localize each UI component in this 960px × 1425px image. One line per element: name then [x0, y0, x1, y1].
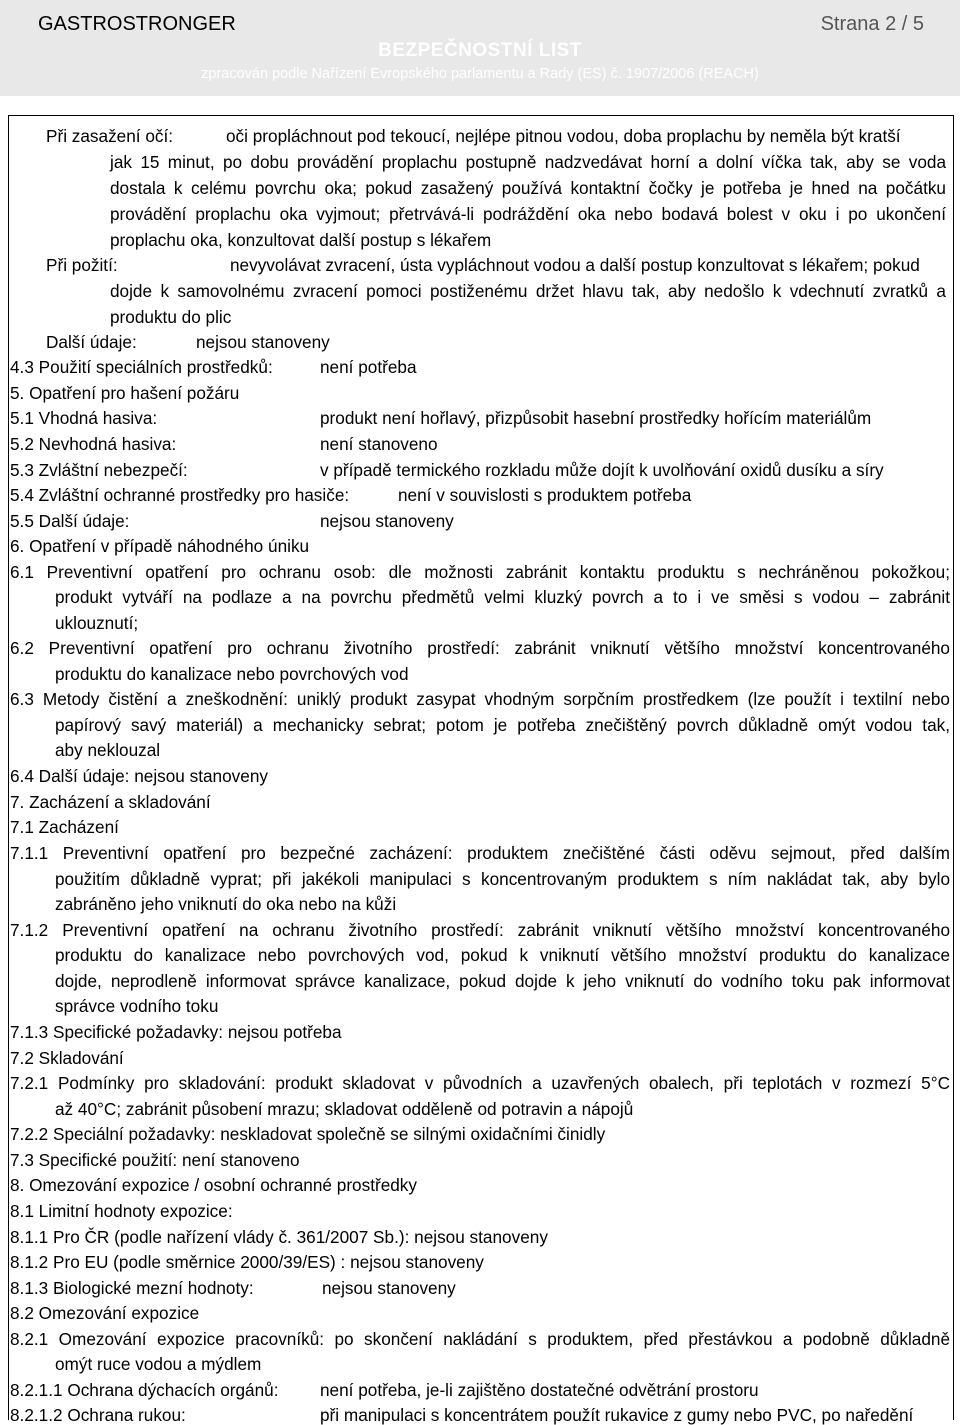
section-8-1: 8.1 Limitní hodnoty expozice:	[10, 1201, 233, 1221]
section-value: při manipulaci s koncentrátem použít rukavice z gumy nebo PVC, po naředění	[320, 1405, 914, 1425]
section-label: 5.5 Další údaje:	[10, 511, 130, 531]
section-8-2: 8.2 Omezování expozice	[10, 1303, 200, 1323]
text-line: omýt ruce vodou a mýdlem	[55, 1354, 262, 1374]
section-8-2-1: 8.2.1 Omezování expozice pracovníků: po skončení nakládání s produktem, před přestávkou a podobně důkladně	[10, 1329, 950, 1349]
section-7-1-1: 7.1.1 Preventivní opatření pro bezpečné zacházení: produktem znečištěné části oděvu sejmout, před dalším	[10, 843, 950, 863]
section-value: nejsou stanoveny	[322, 1278, 456, 1298]
ingestion-label: Při požití:	[46, 255, 118, 275]
document-subtitle: zpracován podle Nařízení Evropského parlamentu a Rady (ES) č. 1907/2006 (REACH)	[201, 66, 759, 82]
ingestion-text: nevyvolávat zvracení, ústa vypláchnout vodou a další postup konzultovat s lékařem; pokud	[230, 255, 920, 275]
text-line: dojde k samovolnému zvracení pomoci postiženému držet hlavu tak, aby nedošlo k vdechnutí zvratků a	[110, 281, 946, 301]
text-line: produkt vytváří na podlaze a na povrchu předmětů velmi kluzký povrch a to i ve směsi s vodou – zabránit	[55, 587, 950, 607]
eye-contact-text: oči propláchnout pod tekoucí, nejlépe pitnou vodou, doba proplachu by neměla být kratší	[226, 126, 901, 146]
further-info-line	[46, 332, 746, 352]
text-line: proplachu oka, konzultovat další postup s lékařem	[110, 230, 492, 250]
text-line: uklouznutí;	[55, 613, 139, 633]
section-label: 4.3 Použití speciálních prostředků:	[10, 357, 273, 377]
section-7-2-2: 7.2.2 Speciální požadavky: neskladovat společně se silnými oxidačními činidly	[10, 1124, 606, 1144]
section-8-2-1-2	[10, 1405, 950, 1425]
text-line: jak 15 minut, po dobu provádění proplachu postupně nadzvedávat horní a dolní víčka tak, aby se voda	[110, 152, 946, 172]
text-line: produktu do kanalizace nebo povrchových vod	[55, 664, 409, 684]
section-value: není potřeba	[320, 357, 417, 377]
section-value: v případě termického rozkladu může dojít k uvolňování oxidů dusíku a síry	[320, 460, 884, 480]
section-6-3: 6.3 Metody čistění a zneškodnění: uniklý produkt zasypat vhodným sorpčním prostředkem (lze použít i textilní nebo	[10, 689, 950, 709]
section-7-2-1: 7.2.1 Podmínky pro skladování: produkt skladovat v původních a uzavřených obalech, při teplotách v rozmezí 5°C	[10, 1073, 950, 1093]
text-line: aby neklouzal	[55, 740, 161, 760]
section-value: není potřeba, je-li zajištěno dostatečné odvětrání prostoru	[320, 1380, 759, 1400]
section-6-1: 6.1 Preventivní opatření pro ochranu osob: dle možnosti zabránit kontaktu produktu s nechráněnou pokožkou;	[10, 562, 950, 582]
section-4-3	[10, 357, 810, 377]
section-5-heading: 5. Opatření pro hašení požáru	[10, 383, 240, 403]
section-value: nejsou stanoveny	[320, 511, 454, 531]
section-8-1-3	[10, 1278, 810, 1298]
section-5-4	[10, 485, 910, 505]
text-line: papírový savý materiál) a mechanicky sebrat; potom je potřeba znečištěný povrch důkladně omýt vodou tak,	[55, 715, 950, 735]
content-frame	[8, 115, 954, 1425]
section-label: 8.1.3 Biologické mezní hodnoty:	[10, 1278, 254, 1298]
section-6-4: 6.4 Další údaje: nejsou stanoveny	[10, 766, 268, 786]
section-8-heading: 8. Omezování expozice / osobní ochranné prostředky	[10, 1175, 417, 1195]
page-number: Strana 2 / 5	[820, 13, 924, 35]
text-line: produktu do kanalizace nebo povrchových vod, pokud k vniknutí většího množství produktu do kanalizace	[55, 945, 950, 965]
section-label: 5.2 Nevhodná hasiva:	[10, 434, 177, 454]
section-label: 5.3 Zvláštní nebezpečí:	[10, 460, 188, 480]
section-6-2: 6.2 Preventivní opatření pro ochranu životního prostředí: zabránit vniknutí většího množství koncentrovaného	[10, 638, 950, 658]
section-8-2-1-1	[10, 1380, 950, 1400]
eye-contact-label: Při zasažení očí:	[46, 126, 174, 146]
ingestion-line	[46, 255, 946, 275]
further-info-value: nejsou stanoveny	[196, 332, 330, 352]
section-5-5	[10, 511, 810, 531]
section-label: 8.2.1.1 Ochrana dýchacích orgánů:	[10, 1380, 279, 1400]
text-line: až 40°C; zabránit působení mrazu; skladovat odděleně od potravin a nápojů	[55, 1099, 634, 1119]
section-value: není v souvislosti s produktem potřeba	[398, 485, 692, 505]
section-label: 8.2.1.2 Ochrana rukou:	[10, 1405, 186, 1425]
section-5-1	[10, 408, 950, 428]
section-8-1-1: 8.1.1 Pro ČR (podle nařízení vlády č. 361/2007 Sb.): nejsou stanoveny	[10, 1227, 548, 1247]
text-line: správce vodního toku	[55, 996, 219, 1016]
text-line: zabráněno jeho vniknutí do oka nebo na kůži	[55, 894, 397, 914]
section-6-heading: 6. Opatření v případě náhodného úniku	[10, 536, 310, 556]
text-line: dojde, neprodleně informovat správce kanalizace, pokud dojde k jeho vniknutí do vodního toku pak informovat	[55, 971, 950, 991]
further-info-label: Další údaje:	[46, 332, 137, 352]
section-7-1: 7.1 Zacházení	[10, 817, 119, 837]
section-label: 5.4 Zvláštní ochranné prostředky pro hasiče:	[10, 485, 350, 505]
text-line: produktu do plic	[110, 307, 232, 327]
section-7-2: 7.2 Skladování	[10, 1048, 124, 1068]
eye-contact-line	[46, 126, 946, 146]
document-title: BEZPEČNOSTNÍ LIST	[378, 40, 582, 61]
document-header	[0, 0, 960, 96]
section-value: produkt není hořlavý, přizpůsobit hasební prostředky hořícím materiálům	[320, 408, 872, 428]
section-7-3: 7.3 Specifické použití: není stanoveno	[10, 1150, 300, 1170]
text-line: provádění proplachu oka vyjmout; přetrvává-li podráždění oka nebo bodavá bolest v oku i po ukončení	[110, 204, 946, 224]
section-7-1-3: 7.1.3 Specifické požadavky: nejsou potřeba	[10, 1022, 342, 1042]
section-7-1-2: 7.1.2 Preventivní opatření na ochranu životního prostředí: zabránit vniknutí většího množství koncentrovaného	[10, 920, 950, 940]
text-line: dostala k celému povrchu oka; pokud zasažený používá kontaktní čočky je potřeba je hned na počátku	[110, 178, 946, 198]
section-5-2	[10, 434, 810, 454]
section-5-3	[10, 460, 950, 480]
text-line: použitím důkladně vyprat; při jakékoli manipulaci s koncentrovaným produktem s ním nakládat tak, aby bylo	[55, 869, 950, 889]
section-label: 5.1 Vhodná hasiva:	[10, 408, 158, 428]
section-7-heading: 7. Zacházení a skladování	[10, 792, 211, 812]
section-value: není stanoveno	[320, 434, 438, 454]
company-name: GASTROSTRONGER	[38, 13, 236, 35]
section-8-1-2: 8.1.2 Pro EU (podle směrnice 2000/39/ES) : nejsou stanoveny	[10, 1252, 484, 1272]
